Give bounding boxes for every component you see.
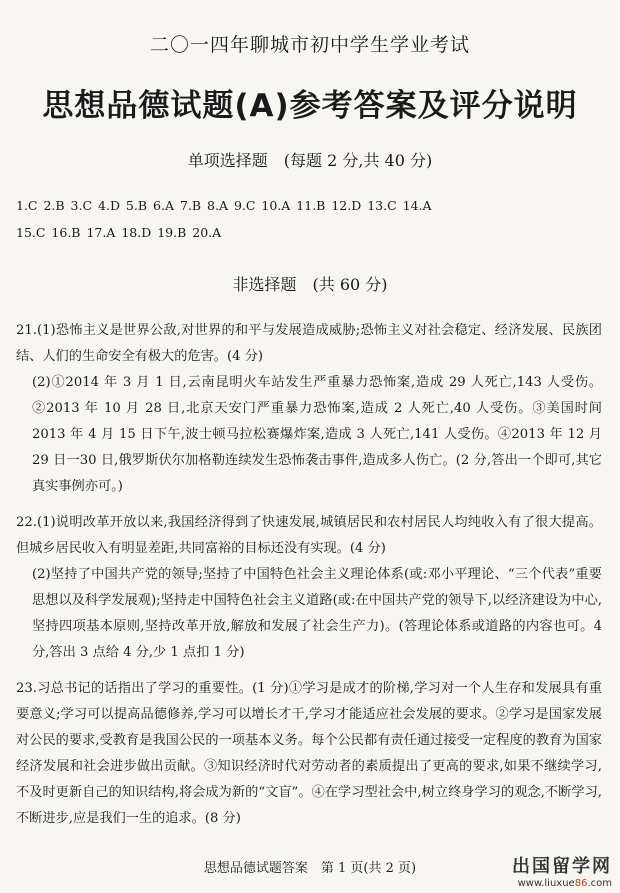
- section-non-choice-title: 非选择题 (共 60 分): [232, 275, 388, 294]
- q22-part2: (2)坚持了中国共产党的领导;坚持了中国特色社会主义理论体系(或:邓小平理论、“三个代表”重要思想以及科学发展观);坚持走中国特色社会主义道路(或:在中国共产党的领导下,以经济建设为中心,坚持四项基本原则,坚持改革开放,解放和发展了社会生产力)。(答理论体系或道路的内容也可。4 分,答出 3 点给 4 分,少 1 点扣 1 分): [32, 567, 602, 660]
- watermark-site-name: 出国留学网: [512, 856, 612, 877]
- answer-list-line-2: 15.C 16.B 17.A 18.D 19.B 20.A: [16, 225, 222, 240]
- watermark-url: www.liuxue86.com: [517, 878, 612, 889]
- exam-title: 二〇一四年聊城市初中学生学业考试: [149, 34, 470, 56]
- page-title: 思想品德试题(A)参考答案及评分说明: [42, 88, 578, 124]
- section-single-choice-title: 单项选择题 (每题 2 分,共 40 分): [187, 151, 433, 170]
- q21-part2: (2)①2014 年 3 月 1 日,云南昆明火车站发生严重暴力恐怖案,造成 29 人死亡,143 人受伤。②2013 年 10 月 28 日,北京天安门严重暴力恐怖案,造成 2 人死亡,40 人受伤。③美国时间 2013 年 4 月 15 日下午,波士顿马拉松赛爆炸案,造成 3 人死亡,141 人受伤。④2013 年 12 月 29 日一30 日,俄罗斯伏尔加格勒连续发生恐怖袭击事件,造成多人伤亡。(2 分,答出一个即可,其它真实事例亦可。): [32, 375, 602, 494]
- q22-part1: 22.(1)说明改革开放以来,我国经济得到了快速发展,城镇居民和农村居民人均纯收入有了很大提高。但城乡居民收入有明显差距,共同富裕的目标还没有实现。(4 分): [16, 515, 602, 556]
- q23-answer: 23.习总书记的话指出了学习的重要性。(1 分)①学习是成才的阶梯,学习对一个人生存和发展具有重要意义;学习可以提高品德修养,学习可以增长才干,学习才能适应社会发展的要求。②学习是国家发展对公民的要求,受教育是我国公民的一项基本义务。每个公民都有责任通过接受一定程度的教育为国家经济发展和社会进步做出贡献。③知识经济时代对劳动者的素质提出了更高的要求,如果不继续学习,不及时更新自己的知识结构,将会成为新的“文盲”。④在学习型社会中,树立终身学习的观念,不断学习,不断进步,应是我们一生的追求。(8 分): [16, 681, 602, 826]
- q21-part1: 21.(1)恐怖主义是世界公敌,对世界的和平与发展造成威胁;恐怖主义对社会稳定、经济发展、民族团结、人们的生命安全有极大的危害。(4 分): [16, 323, 602, 364]
- answer-list-line-1: 1.C 2.B 3.C 4.D 5.B 6.A 7.B 8.A 9.C 10.A 11.B 12.D 13.C 14.A: [16, 198, 432, 213]
- site-watermark-logo: [512, 852, 612, 889]
- page-footer: 思想品德试题答案 第 1 页(共 2 页): [203, 861, 417, 876]
